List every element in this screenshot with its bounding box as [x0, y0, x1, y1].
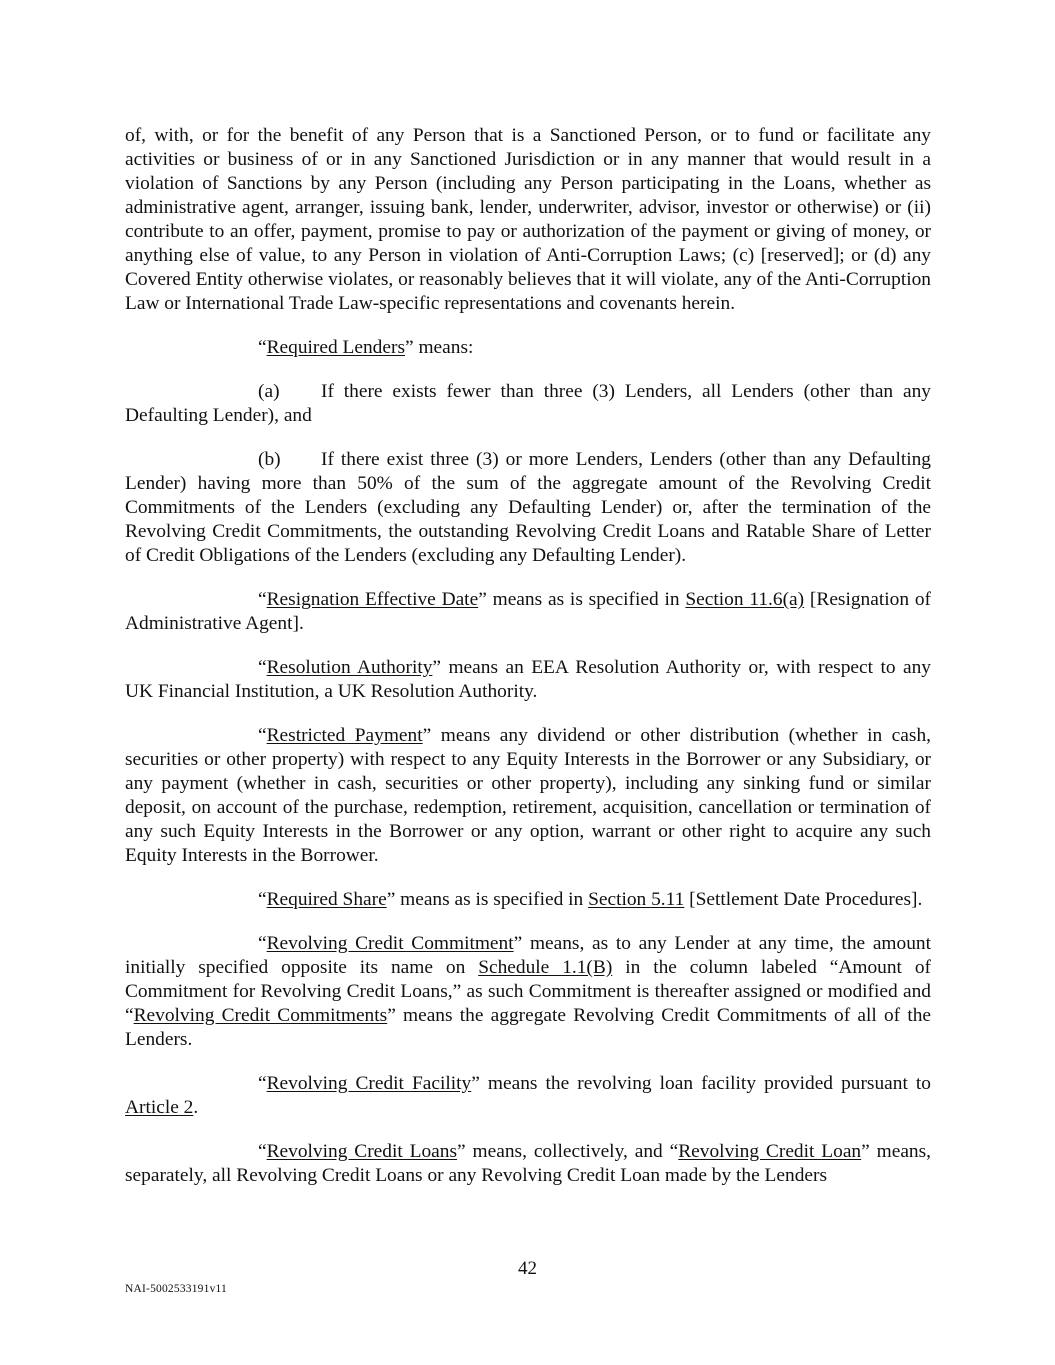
schedule-reference: Schedule 1.1(B) — [478, 957, 613, 978]
definition-text: ” means the revolving loan facility provided pursuant to — [471, 1073, 931, 1094]
defined-term: Revolving Credit Commitments — [133, 1005, 388, 1026]
definition-text: ” means as is specified in — [478, 589, 686, 610]
clause-text: If there exists fewer than three (3) Lenders, all Lenders (other than any Defaulting Lender), and — [125, 381, 931, 426]
defined-term: Revolving Credit Commitment — [266, 933, 514, 954]
defined-term: Revolving Credit Facility — [266, 1073, 472, 1094]
required-lenders-clause-b — [125, 448, 931, 568]
clause-text: If there exist three (3) or more Lenders, Lenders (other than any Defaulting Lender) having more than 50% of the sum of the aggregate amount of the Revolving Credit Commitments of the Lenders (excluding any Defaulting Lender) or, after the termination of the Revolving Credit Commitments, the outstanding Revolving Credit Loans and Ratable Share of Letter of Credit Obligations of the Lenders (excluding any Defaulting Lender). — [125, 449, 931, 566]
clause-label: (b) — [258, 449, 281, 470]
section-reference: Section 5.11 — [588, 889, 685, 910]
open-quote: “ — [258, 725, 267, 746]
definition-text: ” means: — [405, 337, 474, 358]
intro-paragraph: of, with, or for the benefit of any Person that is a Sanctioned Person, or to fund or facilitate any activities or business of or in any Sanctioned Jurisdiction or in any manner that would result in a violation of Sanctions by any Person (including any Person participating in the Loans, whether as administrative agent, arranger, issuing bank, lender, underwriter, advisor, investor or otherwise) or (ii) contribute to an offer, payment, promise to pay or authorization of the payment or giving of money, or anything else of value, to any Person in violation of Anti-Corruption Laws; (c) [reserved]; or (d) any Covered Entity otherwise violates, or reasonably believes that it will violate, any of the Anti-Corruption Law or International Trade Law-specific representations and covenants herein. — [125, 125, 931, 314]
open-quote: “ — [258, 1073, 267, 1094]
open-quote: “ — [258, 657, 267, 678]
open-quote: “ — [258, 337, 267, 358]
definition-text: ” means an EEA Resolution Authority or, with respect to any UK Financial Institution, a UK Resolution Authority. — [125, 657, 931, 702]
required-lenders-clause-a — [125, 380, 931, 428]
defined-term: Required Lenders — [266, 337, 405, 358]
document-id: NAI-5002533191v11 — [125, 1283, 227, 1295]
open-quote: “ — [258, 933, 267, 954]
article-reference: Article 2 — [125, 1097, 194, 1118]
page-number: 42 — [518, 1258, 537, 1279]
definition-text: [Settlement Date Procedures]. — [684, 889, 923, 910]
definition-revolving-credit-facility — [125, 1072, 931, 1120]
definition-text: ” means the aggregate Revolving Credit Commitments of all of the Lenders. — [125, 1005, 932, 1050]
open-quote: “ — [258, 589, 267, 610]
open-quote: “ — [258, 1141, 267, 1162]
defined-term: Revolving Credit Loan — [678, 1141, 862, 1162]
defined-term: Resolution Authority — [266, 657, 433, 678]
defined-term: Revolving Credit Loans — [266, 1141, 458, 1162]
section-reference: Section 11.6(a) — [685, 589, 805, 610]
definition-text: ” means, as to any Lender at any time, the amount initially specified opposite its name on — [125, 933, 931, 978]
definition-text: ” means as is specified in — [386, 889, 589, 910]
definition-restricted-payment — [125, 724, 931, 868]
definition-required-lenders — [125, 336, 931, 360]
definition-text: ” means, collectively, and “ — [457, 1141, 679, 1162]
definition-text: ” means, separately, all Revolving Credit Loans or any Revolving Credit Loan made by the Lenders — [125, 1141, 932, 1186]
defined-term: Resignation Effective Date — [266, 589, 479, 610]
open-quote: “ — [258, 889, 267, 910]
definition-resignation-effective-date — [125, 588, 931, 636]
definition-required-share — [125, 888, 931, 912]
definition-text: . — [193, 1097, 199, 1118]
definition-resolution-authority — [125, 656, 931, 704]
definition-revolving-credit-loans — [125, 1140, 931, 1188]
clause-label: (a) — [258, 381, 280, 402]
definition-text: [Resignation of Administrative Agent]. — [125, 589, 931, 634]
document-body — [125, 124, 931, 1208]
definition-revolving-credit-commitment — [125, 932, 931, 1052]
definition-text: in the column labeled “Amount of Commitment for Revolving Credit Loans,” as such Commitment is thereafter assigned or modified and “ — [125, 957, 931, 1026]
definition-text: ” means any dividend or other distribution (whether in cash, securities or other property) with respect to any Equity Interests in the Borrower or any Subsidiary, or any payment (whether in cash, securities or other property), including any sinking fund or similar deposit, on account of the purchase, redemption, retirement, acquisition, cancellation or termination of any such Equity Interests in the Borrower or any option, warrant or other right to acquire any such Equity Interests in the Borrower. — [125, 725, 931, 866]
defined-term: Restricted Payment — [266, 725, 423, 746]
defined-term: Required Share — [266, 889, 387, 910]
